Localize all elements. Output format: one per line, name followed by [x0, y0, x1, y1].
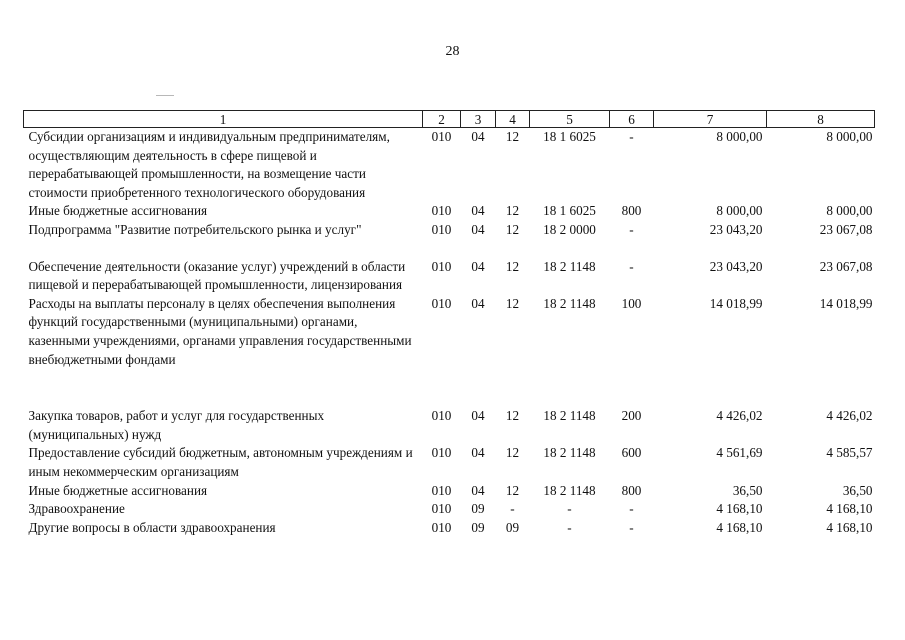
row-code-5: 18 2 1148: [543, 445, 596, 461]
row-amount-7: 4 168,10: [716, 501, 763, 517]
table-row: [24, 128, 875, 203]
row-code-4: 12: [505, 408, 520, 424]
row-code-2: 010: [431, 501, 452, 517]
row-code-5: 18 2 1148: [543, 408, 596, 424]
table-row: [24, 500, 875, 519]
row-name: Здравоохранение: [28, 501, 125, 517]
row-code-6: -: [610, 128, 654, 203]
table-row: [24, 258, 875, 295]
row-code-2: 010: [431, 445, 452, 461]
row-code-4: 12: [505, 445, 520, 461]
row-amount-8: 23 067,08: [819, 221, 873, 237]
row-name: Предоставление субсидий бюджетным, автономным учреждениям и иным некоммерческим организациям: [28, 445, 413, 479]
row-code-5: 18 2 1148: [543, 295, 596, 311]
row-code-4: 12: [505, 203, 520, 219]
row-code-2: 010: [431, 408, 452, 424]
row-code-6: -: [629, 519, 634, 535]
row-name: Обеспечение деятельности (оказание услуг) учреждений в области пищевой и перерабатывающей промышленности, лицензирования: [28, 258, 406, 293]
row-code-5: 18 2 0000: [543, 221, 596, 237]
row-amount-8: 8 000,00: [767, 128, 875, 203]
row-code-4: -: [510, 501, 515, 517]
row-code-3: 04: [471, 408, 485, 424]
column-header-1: 1: [24, 111, 423, 128]
row-code-5: 18 1 6025: [530, 128, 610, 203]
row-code-3: 04: [471, 295, 485, 311]
row-code-4: 12: [496, 128, 530, 203]
column-header-8: 8: [767, 111, 875, 128]
table-header-row: [24, 111, 875, 128]
row-code-6: 600: [621, 445, 642, 461]
row-code-2: 010: [431, 203, 452, 219]
row-name: Другие вопросы в области здравоохранения: [28, 519, 276, 535]
row-amount-7: 23 043,20: [709, 221, 763, 237]
row-amount-7: 23 043,20: [709, 258, 763, 274]
row-amount-7: 4 561,69: [716, 445, 763, 461]
column-header-6: 6: [610, 111, 654, 128]
row-code-3: 04: [471, 258, 485, 274]
row-code-6: 200: [621, 408, 642, 424]
row-code-5: 18 1 6025: [543, 203, 596, 219]
table-row: [24, 202, 875, 221]
table-row: [24, 444, 875, 481]
row-amount-7: 36,50: [732, 482, 763, 498]
row-code-4: 12: [505, 295, 520, 311]
column-header-5: 5: [530, 111, 610, 128]
table-row: [24, 407, 875, 444]
row-amount-7: 14 018,99: [709, 295, 763, 311]
row-code-6: -: [629, 501, 634, 517]
row-amount-8: 4 168,10: [826, 501, 873, 517]
row-code-6: -: [629, 221, 634, 237]
row-code-3: 09: [471, 519, 485, 535]
row-amount-8: 4 426,02: [826, 408, 873, 424]
row-code-3: 04: [471, 221, 485, 237]
row-name: Расходы на выплаты персоналу в целях обеспечения выполнения функций государственными (муниципальными) органами, казенными учреждениями, органами управления государственными внебюджетными фондами: [28, 295, 412, 367]
row-code-5: -: [567, 519, 572, 535]
column-header-7: 7: [654, 111, 767, 128]
row-amount-8: 4 585,57: [826, 445, 873, 461]
row-code-2: 010: [431, 221, 452, 237]
row-code-3: 09: [471, 501, 485, 517]
row-amount-7: 4 426,02: [716, 408, 763, 424]
table-row: [24, 482, 875, 501]
row-code-2: 010: [431, 482, 452, 498]
row-code-6: 100: [621, 295, 642, 311]
row-amount-8: 8 000,00: [826, 203, 873, 219]
row-code-2: 010: [431, 258, 452, 274]
row-code-4: 12: [505, 258, 520, 274]
row-code-5: 18 2 1148: [543, 482, 596, 498]
table-row: [24, 295, 875, 407]
column-header-4: 4: [496, 111, 530, 128]
row-code-6: 800: [621, 482, 642, 498]
row-amount-7: 8 000,00: [716, 203, 763, 219]
row-name: Подпрограмма "Развитие потребительского рынка и услуг": [28, 221, 362, 237]
row-code-6: -: [629, 258, 634, 274]
row-name: Закупка товаров, работ и услуг для государственных (муниципальных) нужд: [28, 408, 325, 442]
column-header-3: 3: [461, 111, 496, 128]
row-code-5: 18 2 1148: [543, 258, 596, 274]
row-code-4: 12: [505, 482, 520, 498]
row-code-2: 010: [431, 519, 452, 535]
row-code-3: 04: [471, 203, 485, 219]
row-amount-8: 14 018,99: [819, 295, 873, 311]
row-code-3: 04: [471, 445, 485, 461]
row-amount-8: 36,50: [842, 482, 873, 498]
row-name: Субсидии организациям и индивидуальным предпринимателям, осуществляющим деятельность в сфере пищевой и перерабатывающей промышленности, на возмещение части стоимости приобретенного технологического оборудования: [24, 128, 423, 203]
row-code-4: 09: [505, 519, 520, 535]
row-code-2: 010: [423, 128, 461, 203]
table-row: [24, 519, 875, 538]
row-code-3: 04: [461, 128, 496, 203]
column-header-2: 2: [423, 111, 461, 128]
row-code-2: 010: [431, 295, 452, 311]
budget-table: [23, 110, 875, 537]
row-code-4: 12: [505, 221, 520, 237]
scan-mark: [156, 95, 174, 96]
row-amount-7: 4 168,10: [716, 519, 763, 535]
row-amount-8: 4 168,10: [826, 519, 873, 535]
row-amount-8: 23 067,08: [819, 258, 873, 274]
row-name: Иные бюджетные ассигнования: [28, 482, 208, 498]
row-name: Иные бюджетные ассигнования: [28, 203, 208, 219]
row-code-5: -: [567, 501, 572, 517]
row-amount-7: 8 000,00: [654, 128, 767, 203]
row-code-3: 04: [471, 482, 485, 498]
row-code-6: 800: [621, 203, 642, 219]
table-row: [24, 221, 875, 258]
page-number: 28: [445, 44, 460, 59]
